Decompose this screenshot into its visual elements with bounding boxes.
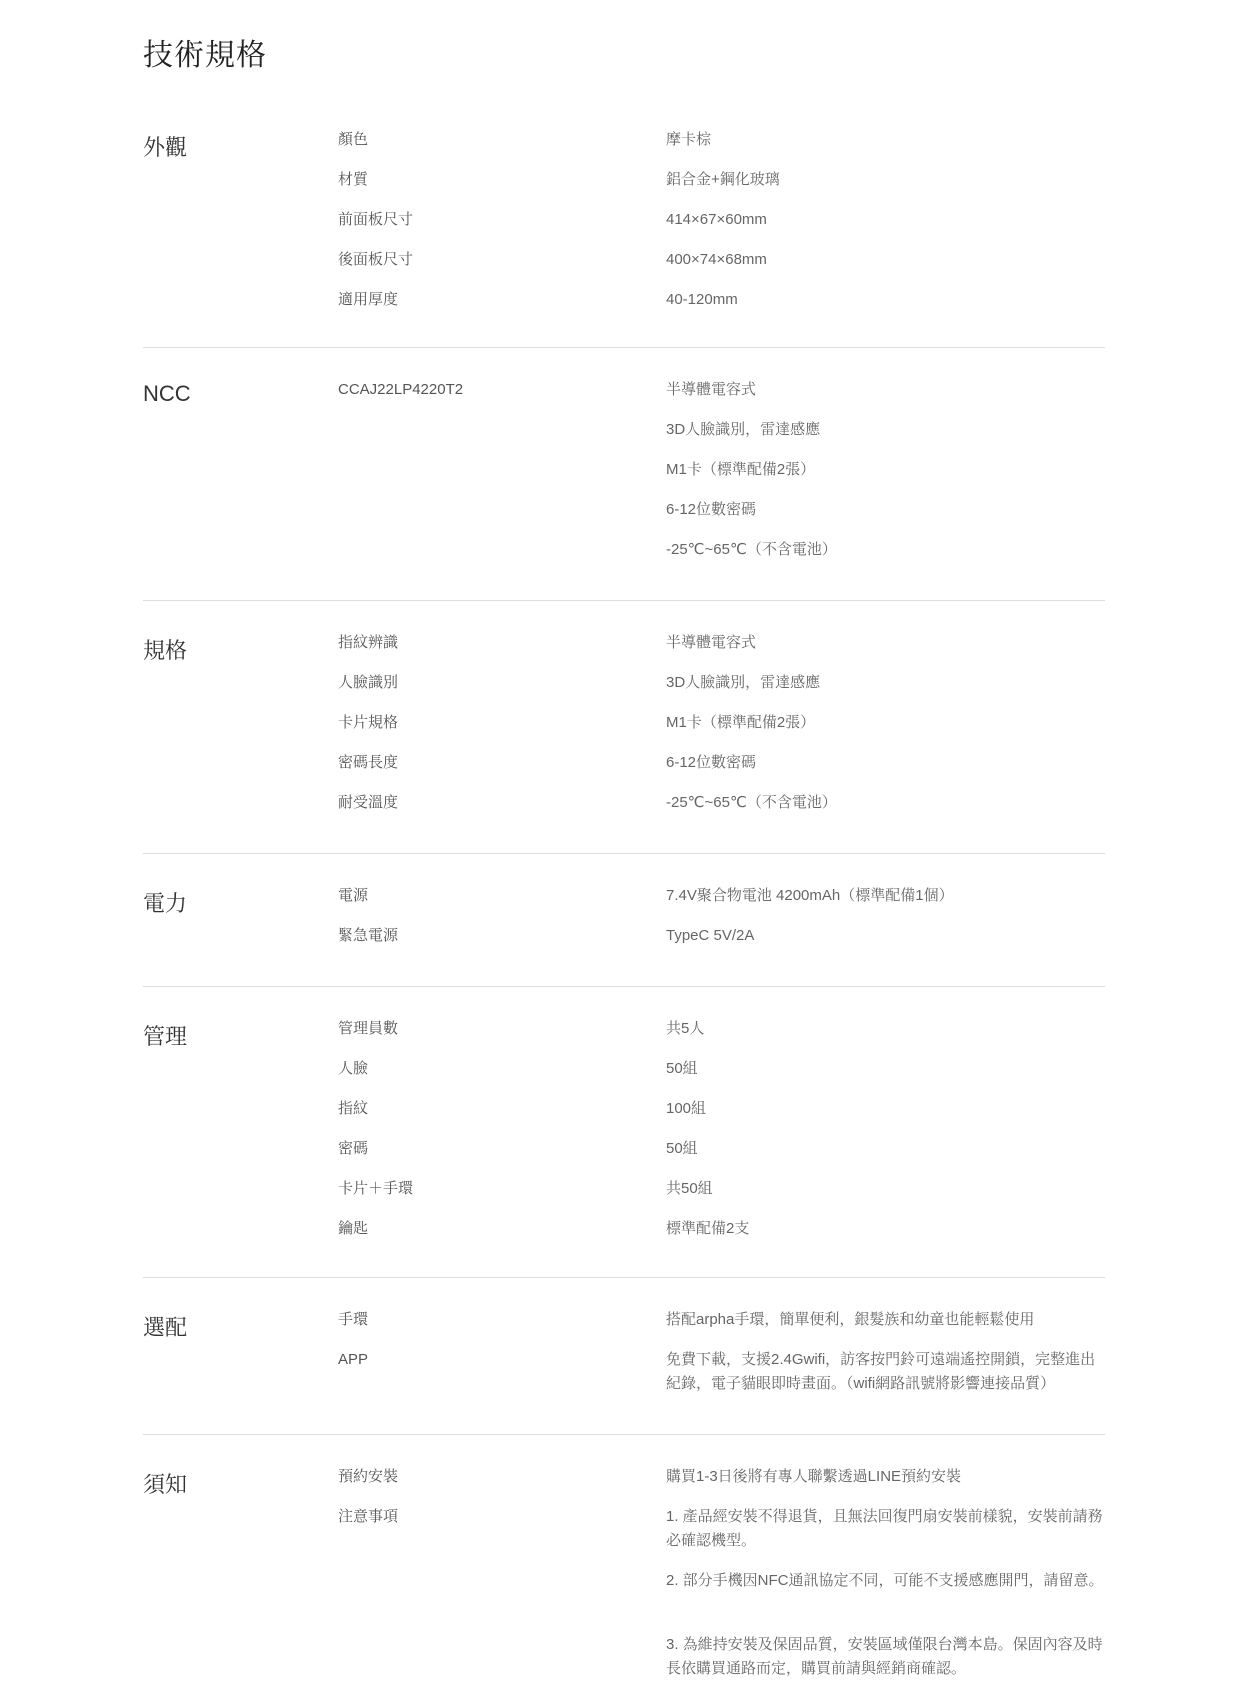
spec-value: -25℃~65℃（不含電池）	[666, 541, 837, 558]
spec-label: 卡片規格	[338, 714, 399, 731]
spec-label: 電源	[338, 887, 369, 904]
spec-label: 指紋	[338, 1100, 369, 1117]
spec-value: -25℃~65℃（不含電池）	[666, 794, 837, 811]
spec-value: 1. 產品經安裝不得退貨，且無法回復門扇安裝前樣貌，安裝前請務必確認機型。	[666, 1508, 1103, 1549]
spec-label: 人臉	[338, 1060, 369, 1077]
spec-label: APP	[338, 1351, 369, 1368]
spec-label: 材質	[338, 171, 369, 188]
spec-row	[143, 791, 1105, 831]
spec-row	[143, 1465, 1105, 1505]
section-title: 規格	[143, 638, 188, 663]
section-options	[143, 1278, 1105, 1435]
spec-label: 注意事項	[338, 1508, 399, 1525]
section-title: 選配	[143, 1315, 188, 1340]
spec-label: 管理員數	[338, 1020, 399, 1037]
spec-label: 顏色	[338, 131, 369, 148]
spec-value: 40-120mm	[666, 291, 738, 308]
spec-value: 免費下載，支援2.4Gwifi，訪客按門鈴可遠端遙控開鎖，完整進出紀錄，電子貓眼即時畫面。（wifi網路訊號將影響連接品質）	[666, 1351, 1096, 1392]
spec-row	[143, 1097, 1105, 1137]
spec-row	[143, 924, 1105, 964]
spec-value: 購買1-3日後將有專人聯繫透過LINE預約安裝	[666, 1468, 962, 1485]
spec-value: 414×67×60mm	[666, 211, 767, 228]
spec-label: 密碼長度	[338, 754, 399, 771]
spec-value: TypeC 5V/2A	[666, 927, 755, 944]
spec-label: 後面板尺寸	[338, 251, 414, 268]
section-power	[143, 854, 1105, 987]
spec-row	[143, 458, 1105, 498]
spec-value: 搭配arpha手環，簡單便利，銀髮族和幼童也能輕鬆使用	[666, 1311, 1035, 1328]
spec-row	[143, 128, 1105, 168]
spec-row	[143, 1177, 1105, 1217]
spec-value: 6-12位數密碼	[666, 501, 757, 518]
spec-value: 50組	[666, 1140, 698, 1157]
ncc-code: CCAJ22LP4220T2	[338, 381, 464, 398]
spec-label: 緊急電源	[338, 927, 399, 944]
spec-value: 100組	[666, 1100, 707, 1117]
spec-value: 摩卡棕	[666, 131, 712, 148]
spec-row	[143, 884, 1105, 924]
spec-row	[143, 498, 1105, 538]
section-title: 外觀	[143, 135, 188, 160]
spec-row	[143, 751, 1105, 791]
section-title: 須知	[143, 1472, 188, 1497]
section-title: 電力	[143, 891, 188, 916]
spec-row	[143, 631, 1105, 671]
section-appearance	[143, 128, 1105, 348]
spec-value: 3D人臉識別，雷達感應	[666, 674, 821, 691]
spec-value: 400×74×68mm	[666, 251, 767, 268]
section-title: 管理	[143, 1024, 188, 1049]
spec-label: 鑰匙	[338, 1220, 369, 1237]
spec-value: 共5人	[666, 1020, 705, 1037]
spec-row	[143, 1505, 1105, 1569]
section-notice	[143, 1435, 1105, 1675]
spec-label: 密碼	[338, 1140, 369, 1157]
spec-row	[143, 671, 1105, 711]
section-ncc	[143, 348, 1105, 601]
spec-label: 預約安裝	[338, 1468, 399, 1485]
spec-label: 卡片＋手環	[338, 1180, 414, 1197]
spec-label: 人臉識別	[338, 674, 399, 691]
spec-row	[143, 208, 1105, 248]
spec-row	[143, 418, 1105, 458]
spec-value: 鋁合金+鋼化玻璃	[666, 171, 780, 188]
spec-value: 標準配備2支	[666, 1220, 750, 1237]
spec-row	[143, 1308, 1105, 1348]
spec-row	[143, 1217, 1105, 1257]
spec-value: 6-12位數密碼	[666, 754, 757, 771]
spec-value: 半導體電容式	[666, 634, 757, 651]
spec-row	[143, 711, 1105, 751]
spec-row	[143, 248, 1105, 288]
page-title: 技術規格	[143, 39, 267, 72]
spec-value: 3. 為維持安裝及保固品質，安裝區域僅限台灣本島。保固內容及時長依購買通路而定，購買前請與經銷商確認。	[666, 1636, 1103, 1677]
spec-label: 前面板尺寸	[338, 211, 414, 228]
spec-value: 3D人臉識別，雷達感應	[666, 421, 821, 438]
spec-row	[143, 1137, 1105, 1177]
spec-row	[143, 378, 1105, 418]
spec-value: 7.4V聚合物電池 4200mAh（標準配備1個）	[666, 887, 954, 904]
spec-row	[143, 1017, 1105, 1057]
spec-row	[143, 1633, 1105, 1697]
spec-label: 耐受溫度	[338, 794, 399, 811]
spec-row	[143, 1348, 1105, 1412]
spec-label: 適用厚度	[338, 291, 399, 308]
spec-value: M1卡（標準配備2張）	[666, 714, 816, 731]
spec-sections	[143, 128, 1105, 1675]
spec-value: 共50組	[666, 1180, 713, 1197]
section-specs	[143, 601, 1105, 854]
section-title: NCC	[143, 381, 191, 406]
spec-row	[143, 538, 1105, 578]
section-management	[143, 987, 1105, 1278]
spec-row	[143, 168, 1105, 208]
spec-label: 指紋辨識	[338, 634, 399, 651]
spec-value: 半導體電容式	[666, 381, 757, 398]
spec-value: 2. 部分手機因NFC通訊協定不同，可能不支援感應開門，請留意。	[666, 1572, 1104, 1589]
spec-value: 50組	[666, 1060, 698, 1077]
spec-row	[143, 1569, 1105, 1633]
spec-row	[143, 1057, 1105, 1097]
spec-value: M1卡（標準配備2張）	[666, 461, 816, 478]
spec-row	[143, 288, 1105, 328]
spec-label: 手環	[338, 1311, 369, 1328]
